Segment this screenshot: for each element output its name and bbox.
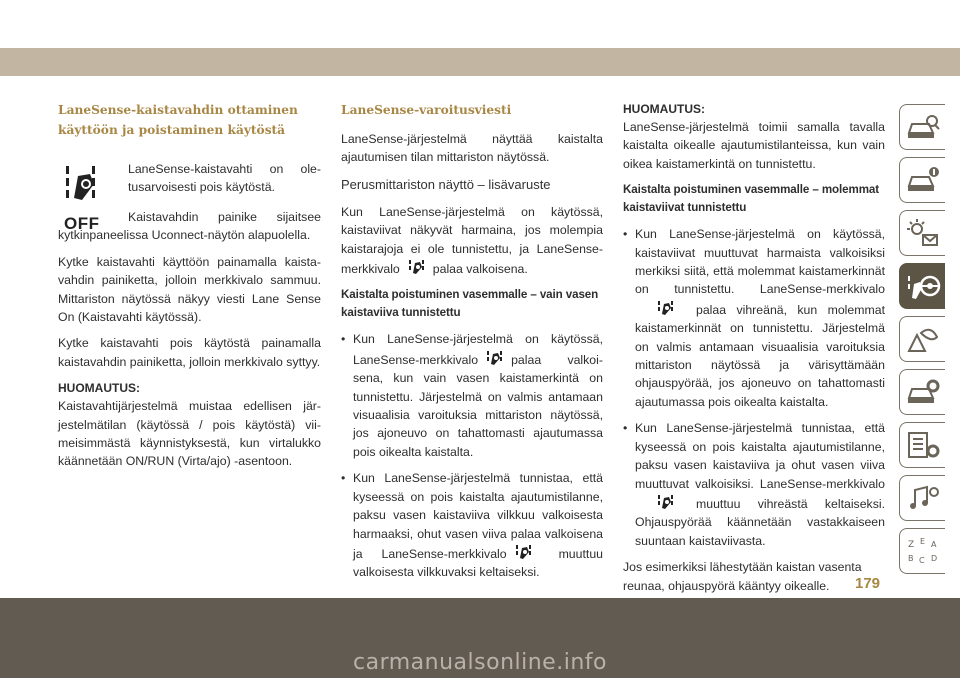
- multimedia-icon: [905, 482, 941, 514]
- list-item: [341, 330, 603, 461]
- off-label: OFF: [64, 214, 100, 234]
- paragraph: Kytke kaistavahti pois käytöstä painamalla kaistavahdin painiketta, jolloin merkkivalo syttyy.: [58, 336, 321, 369]
- svg-text:B: B: [907, 554, 913, 563]
- svg-text:Z: Z: [907, 540, 914, 550]
- text-span: Kun LaneSense-järjestelmä tunnistaa, että kyseessä on pois kaistalta ajautumistilanne, paksu vasen kaistaviiva ja ohut vasen viiva muuttuvat valkoisiksi. LaneSense-merkkivalo: [635, 421, 885, 491]
- svg-text:E: E: [919, 537, 925, 546]
- text-span: Kun LaneSense-järjestelmä on käytössä, LaneSense-merkkivalo: [353, 332, 603, 367]
- subheading-base-cluster: Perusmittariston näyttö – lisävaruste: [341, 176, 551, 192]
- header-band: [0, 48, 960, 76]
- lanesense-indicator-icon: [657, 493, 674, 511]
- section-heading-warning-message: LaneSense-varoitusviesti: [341, 103, 512, 117]
- tab-warning-lights[interactable]: [899, 210, 945, 256]
- text-span: Kun LaneSense-järjestelmä on käytössä, kaistaviivat näkyvät harmaina, jos molempia kaistarajoja ei ole tunnistettu, ja LaneSense-merkkivalo: [341, 204, 603, 277]
- tab-multimedia[interactable]: [899, 475, 945, 521]
- text-span: Kun LaneSense-järjestelmä tunnistaa, että kyseessä on pois kaistalta ajautumistilanne, paksu vasen kaistaviiva vilkkuu valkoisesta harmaaksi, ohut vasen viiva palaa valkoisena ja LaneSense-merkkivalo: [353, 471, 603, 561]
- bold-subheading: Kaistalta poistuminen vasemmalle – vain vasen kaistaviiva tunnistettu: [341, 288, 599, 320]
- lanesense-indicator-icon: [486, 349, 503, 367]
- text-span: palaa valkoisena, kun vain vasen kaistamerkintä on tunnistettu. Järjestelmä on valmis antamaan visuaalisia varoituksia mittariston näytössä, jos ajoneuvo on tahattomasti ajautumassa pois oikealta kaistalta.: [353, 352, 603, 459]
- list-item: [623, 419, 885, 550]
- tab-car-search[interactable]: [899, 104, 945, 150]
- tab-steering[interactable]: [899, 263, 945, 309]
- note-text: LaneSense-järjestelmä toimii samalla tavalla kaistalta oikealle ajautumistilanteissa, kun vain oikea kaistamerkintä on tunnistettu.: [623, 120, 885, 171]
- text-span: palaa vihreänä, kun molemmat kaistamerkinnät on tunnistettu. Järjestelmä on valmis antamaan visuaalisia varoituksia mittariston näytössä ja värisyttämään ohjauspyörää, jos ajoneuvo on tahattomasti ajautumassa pois oikealta kaistalta.: [635, 302, 885, 409]
- paragraph: Jos esimerkiksi lähestytään kaistan vasenta reunaa, ohjauspyörä kääntyy oikealle.: [623, 560, 862, 593]
- paragraph: Kaistavahdin painike sijaitsee kytkinpaneelissa Uconnect-näytön alapuolella.: [58, 210, 321, 243]
- note-title: HUOMAUTUS:: [623, 102, 705, 116]
- warning-lights-icon: [905, 217, 941, 249]
- car-search-icon: [905, 111, 941, 143]
- lanesense-indicator-icon: [657, 299, 674, 317]
- off-icon-block: [58, 160, 321, 244]
- lanesense-indicator-icon: [515, 543, 532, 561]
- car-info-icon: [905, 164, 941, 196]
- chapter-tabs: [899, 104, 945, 581]
- svg-text:A: A: [930, 540, 936, 549]
- list-item: [623, 225, 885, 411]
- paragraph: LaneSense-järjestelmä näyttää kaistalta ajautumisen tilan mittariston näytössä.: [341, 132, 603, 165]
- list-item: [341, 469, 603, 581]
- text-span: palaa valkoisena.: [432, 262, 528, 277]
- bullet-list: [623, 225, 885, 550]
- steering-wheel-icon: [905, 270, 941, 302]
- index-icon: [905, 535, 941, 567]
- text-span: muuttuu vihreästä keltaiseksi. Ohjauspyörää käännetään vastakkaiseen suuntaan kaistaviivasta.: [635, 496, 885, 548]
- bold-subheading: Kaistalta poistuminen vasemmalle – molemmat kaistaviivat tunnistettu: [623, 183, 880, 215]
- tab-index[interactable]: [899, 528, 945, 574]
- column-3: [623, 100, 885, 603]
- paragraph: Kytke kaistavahti käyttöön painamalla kaistavahdin painiketta, jolloin merkkivalo sammuu. Mittariston näytössä näkyy viesti Lane Sense On (Kaistavahti käytössä).: [58, 254, 321, 325]
- lanesense-indicator-icon: [408, 258, 425, 276]
- svg-text:D: D: [930, 554, 937, 563]
- tab-emergency[interactable]: [899, 316, 945, 362]
- tab-car-info[interactable]: [899, 157, 945, 203]
- page-number: 179: [855, 575, 881, 592]
- bullet-list: [341, 330, 603, 581]
- text-span: muuttuu valkoisesta vilkkuvaksi keltaiseksi.: [353, 546, 603, 580]
- section-heading-enable-disable: LaneSense-kaistavahdin ottaminen käyttöön ja poistaminen käytöstä: [58, 103, 298, 137]
- lanesense-off-icon: [64, 162, 106, 234]
- svg-text:C: C: [918, 556, 925, 565]
- paragraph: [341, 203, 603, 279]
- paragraph: LaneSense-kaistavahti on oletusarvoisesti pois käytöstä.: [128, 162, 321, 195]
- tab-specifications[interactable]: [899, 422, 945, 468]
- text-span: Kun LaneSense-järjestelmä on käytössä, kaistaviivat muuttuvat harmaista valkoisiksi merkiksi siitä, että molemmat kaistamerkinnät on tunnistettu. LaneSense-merkkivalo: [635, 227, 885, 297]
- note-title: HUOMAUTUS:: [58, 381, 140, 396]
- watermark: carmanualsonline.info: [353, 650, 607, 675]
- specifications-icon: [905, 429, 941, 461]
- tab-car-service[interactable]: [899, 369, 945, 415]
- car-service-icon: [905, 376, 941, 408]
- column-2: [341, 100, 603, 590]
- warning-triangle-icon: [905, 323, 941, 355]
- column-1: [58, 100, 321, 479]
- note-text: Kaistavahtijärjestelmä muistaa edellisen järjestelmätilan (käytössä / pois käytöstä) viimeisimmästä käynnistyksestä, kun virtalukko käännetään ON/RUN (Virta/ajo) -asentoon.: [58, 399, 321, 469]
